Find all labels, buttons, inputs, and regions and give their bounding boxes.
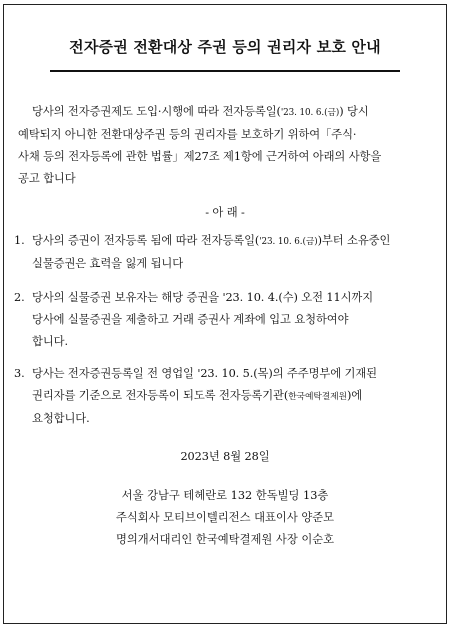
notice-title: 전자증권 전환대상 주권 등의 권리자 보호 안내 [69, 38, 381, 56]
depository-name: 한국예탁결제원 [288, 392, 347, 402]
item-date: '23. 10. 6.(금) [259, 237, 318, 247]
company-ceo: 주식회사 모티브이텔리전스 대표이사 양준모 [115, 511, 335, 524]
intro-line-1: 당사의 전자증권제도 도입·시행에 따라 전자등록일('23. 10. 6.(금)) 당시 [32, 105, 369, 118]
intro-paragraph [18, 101, 381, 190]
intro-line-2: 예탁되지 아니한 전환대상주권 등의 권리자를 보호하기 위하여「주식· [18, 128, 357, 141]
intro-line-3: 사채 등의 전자등록에 관한 법률」제27조 제1항에 근거하여 아래의 사항을 [18, 150, 382, 163]
notice-item-3: 3. 당사는 전자증권등록일 전 영업일 '23. 10. 5.(목)의 주주명부에 기재된 권리자를 기준으로 전자등록이 되도록 전자등록기관(한국예탁결제원)에 요청합니다. [14, 363, 377, 430]
section-marker: - 아 래 - [205, 206, 245, 219]
notice-date: 2023년 8월 28일 [180, 450, 270, 463]
title-underline [50, 70, 400, 72]
intro-line-4: 공고 합니다 [18, 172, 76, 185]
intro-date: '23. 10. 6.(금) [280, 108, 340, 118]
item-number: 1. [14, 234, 25, 247]
notice-item-1: 1. 당사의 증권이 전자등록 됨에 따라 전자등록일('23. 10. 6.(금))부터 소유중인 실물증권은 효력을 잃게 됩니다 [14, 230, 390, 275]
signature-block [0, 485, 450, 551]
item-number: 3. [14, 367, 25, 380]
notice-item-2: 2. 당사의 실물증권 보유자는 해당 증권을 '23. 10. 4.(수) 오전 11시까지 당사에 실물증권을 제출하고 거래 증권사 계좌에 입고 요청하여야 합니다. [14, 287, 373, 353]
transfer-agent: 명의개서대리인 한국예탁결제원 사장 이순호 [115, 533, 335, 546]
item-number: 2. [14, 291, 25, 304]
company-address: 서울 강남구 테헤란로 132 한독빌딩 13층 [121, 489, 329, 502]
